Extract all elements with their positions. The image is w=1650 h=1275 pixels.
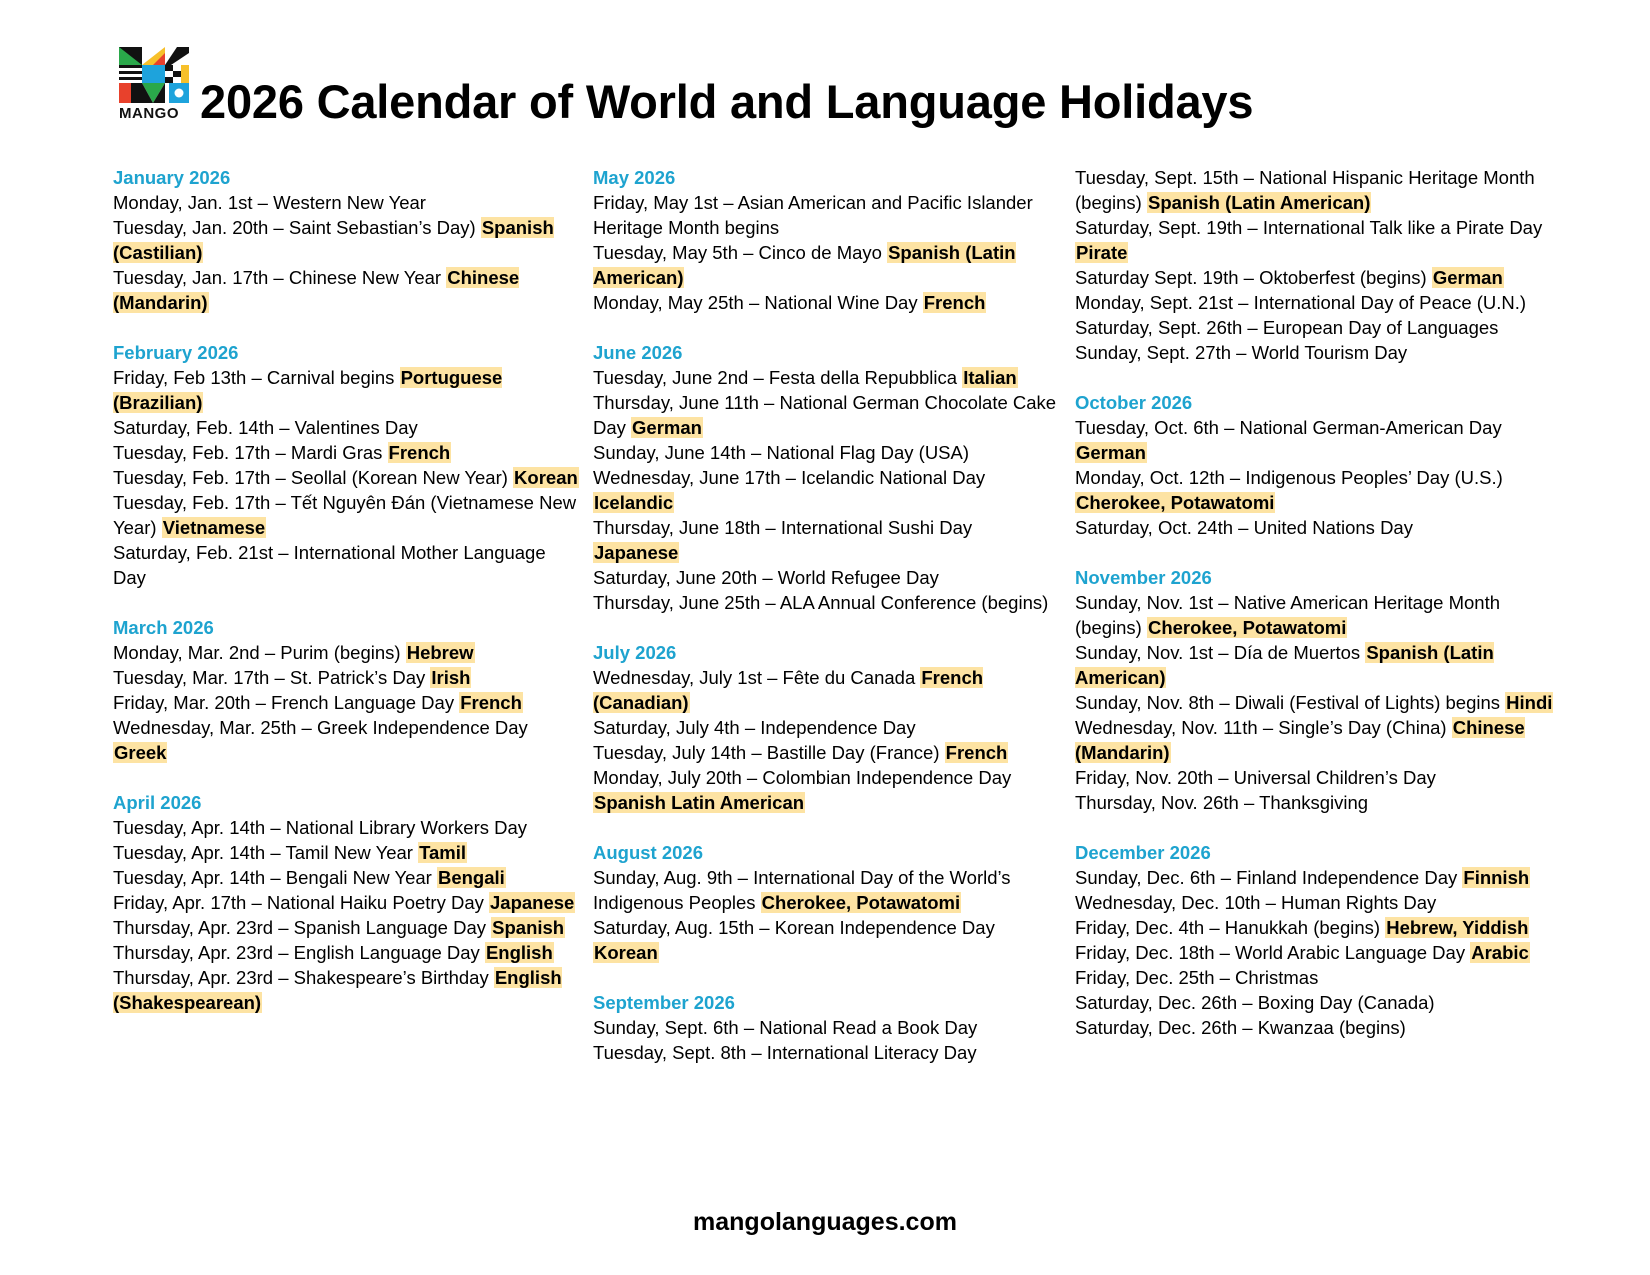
language-tag: French [923,292,986,313]
language-tag: Japanese [594,542,679,563]
holiday-entry [113,265,583,315]
holiday-entry [113,215,583,265]
holiday-text: Tuesday, July 14th – Bastille Day (France) [593,742,940,763]
holiday-entry [113,915,583,940]
holiday-text: Saturday, Aug. 15th – Korean Independence Day [593,917,995,938]
month-heading: October 2026 [1075,392,1193,413]
holiday-entry [113,365,583,415]
holiday-entry [593,665,1063,715]
holiday-entry [1075,165,1555,215]
holiday-entry [113,865,583,890]
holiday-entry [593,740,1063,765]
holiday-text: Sunday, Nov. 8th – Diwali (Festival of Lights) begins [1075,692,1501,713]
holiday-entry [113,640,583,665]
holiday-text: Sunday, Aug. 9th – International Day of the World’s Indigenous Peoples [593,867,1011,913]
holiday-text: Saturday, Sept. 26th – European Day of Languages [1075,317,1499,338]
month-section [1075,165,1555,365]
language-tag: Chinese (Mandarin) [1075,717,1525,763]
holiday-entry [113,965,583,1015]
holiday-entry [593,240,1063,290]
holiday-text: Tuesday, Feb. 17th – Seollal (Korean New Year) [113,467,508,488]
month-heading: August 2026 [593,842,704,863]
holiday-text: Tuesday, Feb. 17th – Mardi Gras [113,442,383,463]
holiday-entry [113,190,583,215]
language-tag: Korean [594,942,658,963]
holiday-entry [593,440,1063,465]
column-1 [113,165,583,1040]
holiday-entry [593,465,1063,515]
holiday-entry [1075,890,1555,915]
language-tag: Hebrew [406,642,474,663]
language-tag: Finnish [1463,867,1530,888]
month-heading: January 2026 [113,167,231,188]
holiday-text: Monday, Mar. 2nd – Purim (begins) [113,642,401,663]
language-tag: Hindi [1506,692,1553,713]
holiday-entry [1075,415,1555,465]
holiday-entry [593,565,1063,590]
column-3 [1075,165,1555,1065]
holiday-text: Tuesday, Jan. 17th – Chinese New Year [113,267,442,288]
holiday-entry [113,690,583,715]
holiday-text: Thursday, Apr. 23rd – Spanish Language Day [113,917,486,938]
month-heading: April 2026 [113,792,202,813]
holiday-entry [1075,590,1555,640]
holiday-entry [1075,215,1555,265]
month-section [113,790,583,1015]
holiday-entry [113,815,583,840]
month-section [593,165,1063,315]
holiday-text: Wednesday, June 17th – Icelandic National Day [593,467,986,488]
month-section [593,340,1063,615]
column-2 [593,165,1063,1090]
holiday-text: Tuesday, Mar. 17th – St. Patrick’s Day [113,667,426,688]
holiday-text: Sunday, Sept. 6th – National Read a Book Day [593,1017,978,1038]
language-tag: Icelandic [594,492,674,513]
holiday-text: Saturday, Feb. 21st – International Mother Language Day [113,542,546,588]
holiday-entry [593,1040,1063,1065]
holiday-entry [1075,790,1555,815]
holiday-text: Saturday, Dec. 26th – Kwanzaa (begins) [1075,1017,1406,1038]
page-title: 2026 Calendar of World and Language Holidays [200,75,1254,128]
language-tag: Spanish Latin American [594,792,805,813]
holiday-entry [1075,990,1555,1015]
holiday-entry [1075,940,1555,965]
holiday-text: Thursday, Apr. 23rd – Shakespeare’s Birthday [113,967,489,988]
month-heading: June 2026 [593,342,683,363]
holiday-entry [1075,865,1555,890]
language-tag: Cherokee, Potawatomi [1076,492,1275,513]
holiday-entry [113,465,583,490]
holiday-entry [593,765,1063,815]
holiday-text: Wednesday, Nov. 11th – Single’s Day (China) [1075,717,1447,738]
holiday-text: Wednesday, Mar. 25th – Greek Independence Day [113,717,528,738]
holiday-text: Tuesday, Sept. 8th – International Literacy Day [593,1042,977,1063]
holiday-text: Thursday, Apr. 23rd – English Language Day [113,942,480,963]
month-section [593,990,1063,1065]
holiday-entry [593,590,1063,615]
holiday-text: Friday, Feb 13th – Carnival begins [113,367,395,388]
holiday-text: Friday, May 1st – Asian American and Pacific Islander Heritage Month begins [593,192,1033,238]
holiday-entry [113,715,583,765]
holiday-entry [593,915,1063,965]
holiday-entry [1075,1015,1555,1040]
holiday-text: Monday, Oct. 12th – Indigenous Peoples’ Day (U.S.) [1075,467,1503,488]
holiday-text: Saturday, Oct. 24th – United Nations Day [1075,517,1413,538]
month-section [113,615,583,765]
language-tag: Spanish [492,917,565,938]
holiday-text: Monday, July 20th – Colombian Independence Day [593,767,1012,788]
holiday-text: Sunday, Sept. 27th – World Tourism Day [1075,342,1408,363]
holiday-entry [113,540,583,590]
holiday-text: Saturday, Dec. 26th – Boxing Day (Canada) [1075,992,1435,1013]
holiday-entry [1075,340,1555,365]
holiday-entry [113,415,583,440]
holiday-entry [593,365,1063,390]
language-tag: French (Canadian) [593,667,984,713]
month-heading: July 2026 [593,642,677,663]
language-tag: Spanish (Castilian) [113,217,554,263]
holiday-text: Sunday, Nov. 1st – Día de Muertos [1075,642,1361,663]
holiday-text: Tuesday, May 5th – Cinco de Mayo [593,242,882,263]
holiday-text: Tuesday, Feb. 17th – Tết Nguyên Đán (Vietnamese New Year) [113,492,577,538]
month-section [1075,840,1555,1040]
holiday-entry [593,390,1063,440]
holiday-text: Friday, Dec. 25th – Christmas [1075,967,1319,988]
language-tag: German [1432,267,1503,288]
holiday-text: Friday, Nov. 20th – Universal Children’s Day [1075,767,1436,788]
holiday-text: Sunday, June 14th – National Flag Day (USA) [593,442,970,463]
logo-wordmark: MANGO [119,105,179,122]
holiday-text: Thursday, June 18th – International Sushi Day [593,517,973,538]
month-heading: February 2026 [113,342,239,363]
holiday-text: Tuesday, Jan. 20th – Saint Sebastian’s Day) [113,217,476,238]
language-tag: Bengali [437,867,505,888]
holiday-text: Saturday, June 20th – World Refugee Day [593,567,939,588]
holiday-text: Tuesday, Apr. 14th – Tamil New Year [113,842,413,863]
language-tag: French [460,692,522,713]
mango-logo [119,47,189,122]
holiday-entry [113,840,583,865]
holiday-text: Saturday, July 4th – Independence Day [593,717,916,738]
footer-url[interactable]: mangolanguages.com [693,1208,957,1236]
holiday-text: Friday, Dec. 4th – Hanukkah (begins) [1075,917,1381,938]
holiday-entry [593,190,1063,240]
holiday-text: Sunday, Nov. 1st – Native American Heritage Month (begins) [1075,592,1501,638]
language-tag: German [632,417,702,438]
holiday-entry [593,1015,1063,1040]
language-tag: Cherokee, Potawatomi [1147,617,1347,638]
holiday-entry [1075,265,1555,290]
month-heading: March 2026 [113,617,214,638]
holiday-entry [1075,315,1555,340]
language-tag: Spanish (Latin American) [1075,642,1494,688]
holiday-entry [113,940,583,965]
language-tag: Arabic [1471,942,1529,963]
language-tag: Greek [114,742,167,763]
holiday-text: Friday, Apr. 17th – National Haiku Poetry Day [113,892,484,913]
holiday-entry [1075,465,1555,515]
holiday-text: Friday, Dec. 18th – World Arabic Language Day [1075,942,1466,963]
holiday-entry [1075,915,1555,940]
language-tag: German [1076,442,1146,463]
month-heading: May 2026 [593,167,676,188]
holiday-entry [1075,640,1555,690]
holiday-text: Tuesday, June 2nd – Festa della Repubblica [593,367,958,388]
language-tag: Chinese (Mandarin) [113,267,520,313]
holiday-text: Wednesday, July 1st – Fête du Canada [593,667,916,688]
holiday-entry [1075,965,1555,990]
holiday-entry [113,665,583,690]
month-section [1075,565,1555,815]
holiday-entry [1075,515,1555,540]
month-section [113,340,583,590]
language-tag: Hebrew, Yiddish [1386,917,1529,938]
month-heading: December 2026 [1075,842,1211,863]
language-tag: Pirate [1076,242,1128,263]
holiday-text: Tuesday, Apr. 14th – Bengali New Year [113,867,432,888]
month-heading: September 2026 [593,992,735,1013]
month-section [113,165,583,315]
language-tag: Korean [514,467,578,488]
month-section [593,840,1063,965]
holiday-text: Monday, Jan. 1st – Western New Year [113,192,426,213]
language-tag: Vietnamese [162,517,266,538]
holiday-text: Thursday, June 11th – National German Chocolate Cake Day [593,392,1057,438]
holiday-entry [1075,290,1555,315]
holiday-text: Tuesday, Oct. 6th – National German-American Day [1075,417,1502,438]
language-tag: Tamil [419,842,467,863]
mango-logo-icon [119,47,189,103]
language-tag: Italian [963,367,1017,388]
month-section [1075,390,1555,540]
holiday-text: Saturday, Sept. 19th – International Talk like a Pirate Day [1075,217,1543,238]
language-tag: Irish [431,667,471,688]
month-section [593,640,1063,815]
holiday-text: Tuesday, Apr. 14th – National Library Workers Day [113,817,528,838]
holiday-text: Thursday, Nov. 26th – Thanksgiving [1075,792,1369,813]
holiday-text: Sunday, Dec. 6th – Finland Independence Day [1075,867,1458,888]
holiday-entry [1075,690,1555,715]
language-tag: English [485,942,553,963]
holiday-entry [593,865,1063,915]
language-tag: French [388,442,451,463]
holiday-entry [113,890,583,915]
month-heading: November 2026 [1075,567,1212,588]
holiday-entry [1075,715,1555,765]
holiday-entry [113,490,583,540]
holiday-text: Thursday, June 25th – ALA Annual Conference (begins) [593,592,1049,613]
language-tag: Portuguese (Brazilian) [113,367,503,413]
holiday-entry [593,715,1063,740]
holiday-text: Monday, Sept. 21st – International Day of Peace (U.N.) [1075,292,1527,313]
holiday-text: Saturday, Feb. 14th – Valentines Day [113,417,418,438]
holiday-text: Monday, May 25th – National Wine Day [593,292,918,313]
holiday-entry [593,290,1063,315]
language-tag: French [945,742,1008,763]
holiday-text: Saturday Sept. 19th – Oktoberfest (begins) [1075,267,1427,288]
holiday-entry [113,440,583,465]
language-tag: Spanish (Latin American) [593,242,1016,288]
language-tag: Cherokee, Potawatomi [761,892,961,913]
holiday-entry [593,515,1063,565]
holiday-entry [1075,765,1555,790]
holiday-text: Friday, Mar. 20th – French Language Day [113,692,455,713]
holiday-text: Tuesday, Sept. 15th – National Hispanic Heritage Month (begins) [1075,167,1535,213]
holiday-text: Wednesday, Dec. 10th – Human Rights Day [1075,892,1437,913]
language-tag: English (Shakespearean) [113,967,562,1013]
language-tag: Spanish (Latin American) [1147,192,1371,213]
language-tag: Japanese [490,892,575,913]
